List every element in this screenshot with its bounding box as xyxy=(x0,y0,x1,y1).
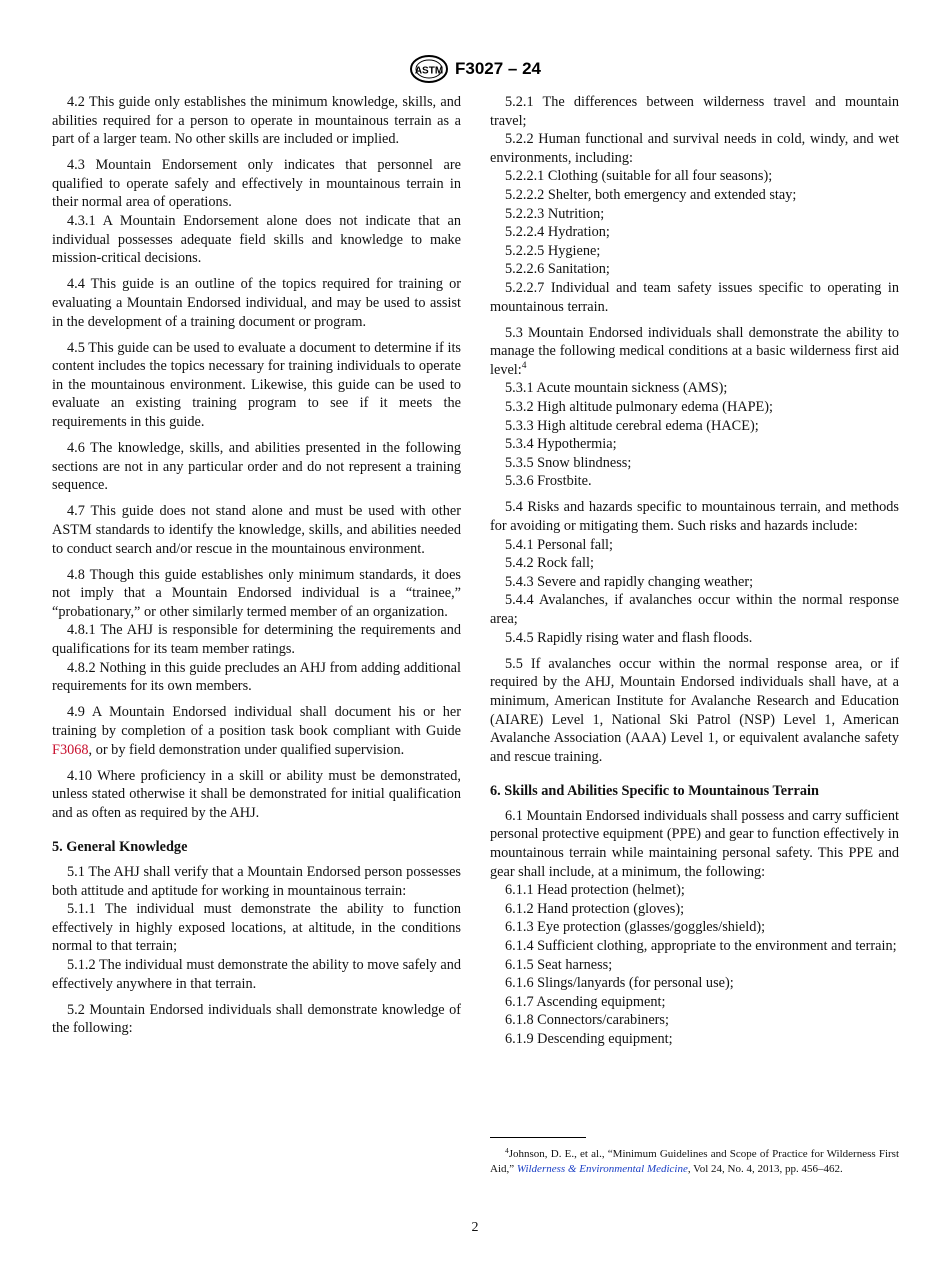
section-4-10: 4.10 Where proficiency in a skill or ability must be demonstrated, unless stated otherwise it shall be demonstrated for initial qualification and as often as required by the AHJ. xyxy=(52,767,461,821)
section-5-3: 5.3 Mountain Endorsed individuals shall demonstrate the ability to manage the following medical conditions at a basic wilderness first aid level:$^4$ xyxy=(490,324,899,378)
list-item: 5.3.1 Acute mountain sickness (AMS); xyxy=(505,380,728,397)
section-4-5: 4.5 This guide can be used to evaluate a document to determine if its content includes the topics necessary for training individuals to operate in the mountainous environment. Likewise, this guide can be used to evaluate an existing training program to see if it meets the requirements in this guide. xyxy=(52,339,461,430)
list-item: 5.2.2.2 Shelter, both emergency and extended stay; xyxy=(505,186,797,203)
guide-f3068-link[interactable]: F3068 xyxy=(52,741,89,758)
footnote-divider xyxy=(490,1137,586,1138)
list-item: 5.3.5 Snow blindness; xyxy=(505,454,632,471)
list-item: 5.2.2.6 Sanitation; xyxy=(505,261,610,278)
section-4-4: 4.4 This guide is an outline of the topics required for training or evaluating a Mountain Endorsed individual, and may be used to assist in the development of a training document or program. xyxy=(52,276,461,330)
section-4-3-1: 4.3.1 A Mountain Endorsement alone does not indicate that an individual possesses adequate field skills and knowledge to make mission-critical decisions. xyxy=(52,213,461,267)
page-header xyxy=(0,52,950,86)
list-item: 5.3.6 Frostbite. xyxy=(505,473,592,490)
list-item: 5.2.2.4 Hydration; xyxy=(505,224,610,241)
list-item: 5.4.1 Personal fall; xyxy=(505,536,614,553)
section-4-7: 4.7 This guide does not stand alone and must be used with other ASTM standards to identify the knowledge, skills, and abilities needed to conduct search and/or rescue in the mountainous environment. xyxy=(52,503,461,557)
list-item: 6.1.9 Descending equipment; xyxy=(505,1031,673,1047)
list-item: 5.4.2 Rock fall; xyxy=(505,555,594,572)
right-column xyxy=(490,93,899,1049)
list-item: 5.2.2.1 Clothing (suitable for all four seasons); xyxy=(505,168,773,185)
section-4-8: 4.8 Though this guide establishes only minimum standards, it does not imply that a Mountain Endorsed individual is a “trainee,” “probationary,” or other similarly termed member of an organization. xyxy=(52,566,461,620)
section-5-1-2: 5.1.2 The individual must demonstrate the ability to move safely and effectively anywhere in that terrain. xyxy=(52,956,461,992)
section-5-heading: 5. General Knowledge xyxy=(52,839,188,856)
section-5-4: 5.4 Risks and hazards specific to mountainous terrain, and methods for avoiding or mitigating them. Such risks and hazards include: xyxy=(490,499,899,535)
section-5-2-2: 5.2.2 Human functional and survival needs in cold, windy, and wet environments, including: xyxy=(490,131,899,166)
footnote: $^4$Johnson, D. E., et al., “Minimum Guidelines and Scope of Practice for Wilderness First Aid,” Wilderness & Environmental Medicine, Vol 24, No. 4, 2013, pp. 456–462. xyxy=(490,1146,899,1176)
astm-logo-icon xyxy=(409,54,449,84)
section-4-8-2: 4.8.2 Nothing in this guide precludes an AHJ from adding additional requirements for its own members. xyxy=(52,659,461,695)
section-5-5: 5.5 If avalanches occur within the normal response area, or if required by the AHJ, Mountain Endorsed individuals shall have, at a minimum, American Institute for Avalanche Research and Education (AIARE) Level 1, National Ski Patrol (NSP) Level 1, American Avalanche Association (AAA) Level 1, or equivalent avalanche safety and rescue training. xyxy=(490,655,899,765)
section-4-6: 4.6 The knowledge, skills, and abilities presented in the following sections are not in any particular order and do not represent a training sequence. xyxy=(52,440,461,494)
list-item: 6.1.6 Slings/lanyards (for personal use); xyxy=(505,975,734,992)
page-number: 2 xyxy=(471,1220,479,1235)
section-5-2-1: 5.2.1 The differences between wilderness travel and mountain travel; xyxy=(490,94,899,129)
section-4-9: 4.9 A Mountain Endorsed individual shall document his or her training by completion of a position task book compliant with Guide F3068, or by field demonstration under qualified supervision. xyxy=(52,704,461,758)
footnote-number: 4 xyxy=(505,1146,509,1155)
list-item: 5.3.4 Hypothermia; xyxy=(505,436,617,453)
document-designation: F3027 – 24 xyxy=(454,59,541,78)
section-6-1: 6.1 Mountain Endorsed individuals shall possess and carry sufficient personal protective equipment (PPE) and gear to function effectively in mountainous terrain while maintaining personal safety. This PPE and gear shall include, at a minimum, the following: xyxy=(490,807,899,880)
svg-text:ASTM: ASTM xyxy=(414,65,444,77)
list-item: 6.1.5 Seat harness; xyxy=(505,956,613,973)
list-item: 5.4.3 Severe and rapidly changing weather; xyxy=(505,573,754,590)
list-item: 5.2.2.5 Hygiene; xyxy=(505,242,601,259)
list-item: 6.1.8 Connectors/carabiners; xyxy=(505,1012,669,1029)
footnote-reference[interactable]: 4 xyxy=(521,360,527,371)
list-item: 6.1.7 Ascending equipment; xyxy=(505,993,666,1010)
list-item: 5.2.2.3 Nutrition; xyxy=(505,205,605,222)
list-item: 5.3.3 High altitude cerebral edema (HACE); xyxy=(505,417,759,434)
section-6-1-4: 6.1.4 Sufficient clothing, appropriate to the environment and terrain; xyxy=(505,938,897,955)
section-5-1-1: 5.1.1 The individual must demonstrate the ability to function effectively in highly exposed locations, at altitude, in the conditions normal to that terrain; xyxy=(52,901,461,955)
section-4-2: 4.2 This guide only establishes the minimum knowledge, skills, and abilities required for a person to operate in mountainous terrain as a part of a larger team. No other skills are included or implied. xyxy=(52,94,461,148)
section-5-1: 5.1 The AHJ shall verify that a Mountain Endorsed person possesses both attitude and aptitude for working in mountainous terrain: xyxy=(52,863,461,899)
section-4-3: 4.3 Mountain Endorsement only indicates that personnel are qualified to operate safely and effectively in mountainous terrain in their normal area of operations. xyxy=(52,157,461,211)
list-item: 6.1.1 Head protection (helmet); xyxy=(505,882,685,899)
list-item: 5.3.2 High altitude pulmonary edema (HAPE); xyxy=(505,399,774,415)
list-item: 5.4.5 Rapidly rising water and flash floods. xyxy=(505,629,753,646)
section-4-8-1: 4.8.1 The AHJ is responsible for determining the requirements and qualifications for its team member ratings. xyxy=(52,622,461,658)
section-5-4-4: 5.4.4 Avalanches, if avalanches occur within the normal response area; xyxy=(490,592,899,628)
section-5-2-2-7: 5.2.2.7 Individual and team safety issues specific to operating in mountainous terrain. xyxy=(490,279,899,315)
left-column xyxy=(52,93,461,1038)
section-5-2: 5.2 Mountain Endorsed individuals shall demonstrate knowledge of the following: xyxy=(52,1001,461,1037)
section-6-heading: 6. Skills and Abilities Specific to Mountainous Terrain xyxy=(490,783,819,800)
journal-link[interactable]: Wilderness & Environmental Medicine xyxy=(516,1163,688,1176)
list-item: 6.1.3 Eye protection (glasses/goggles/shield); xyxy=(505,919,766,936)
list-item: 6.1.2 Hand protection (gloves); xyxy=(505,900,685,917)
